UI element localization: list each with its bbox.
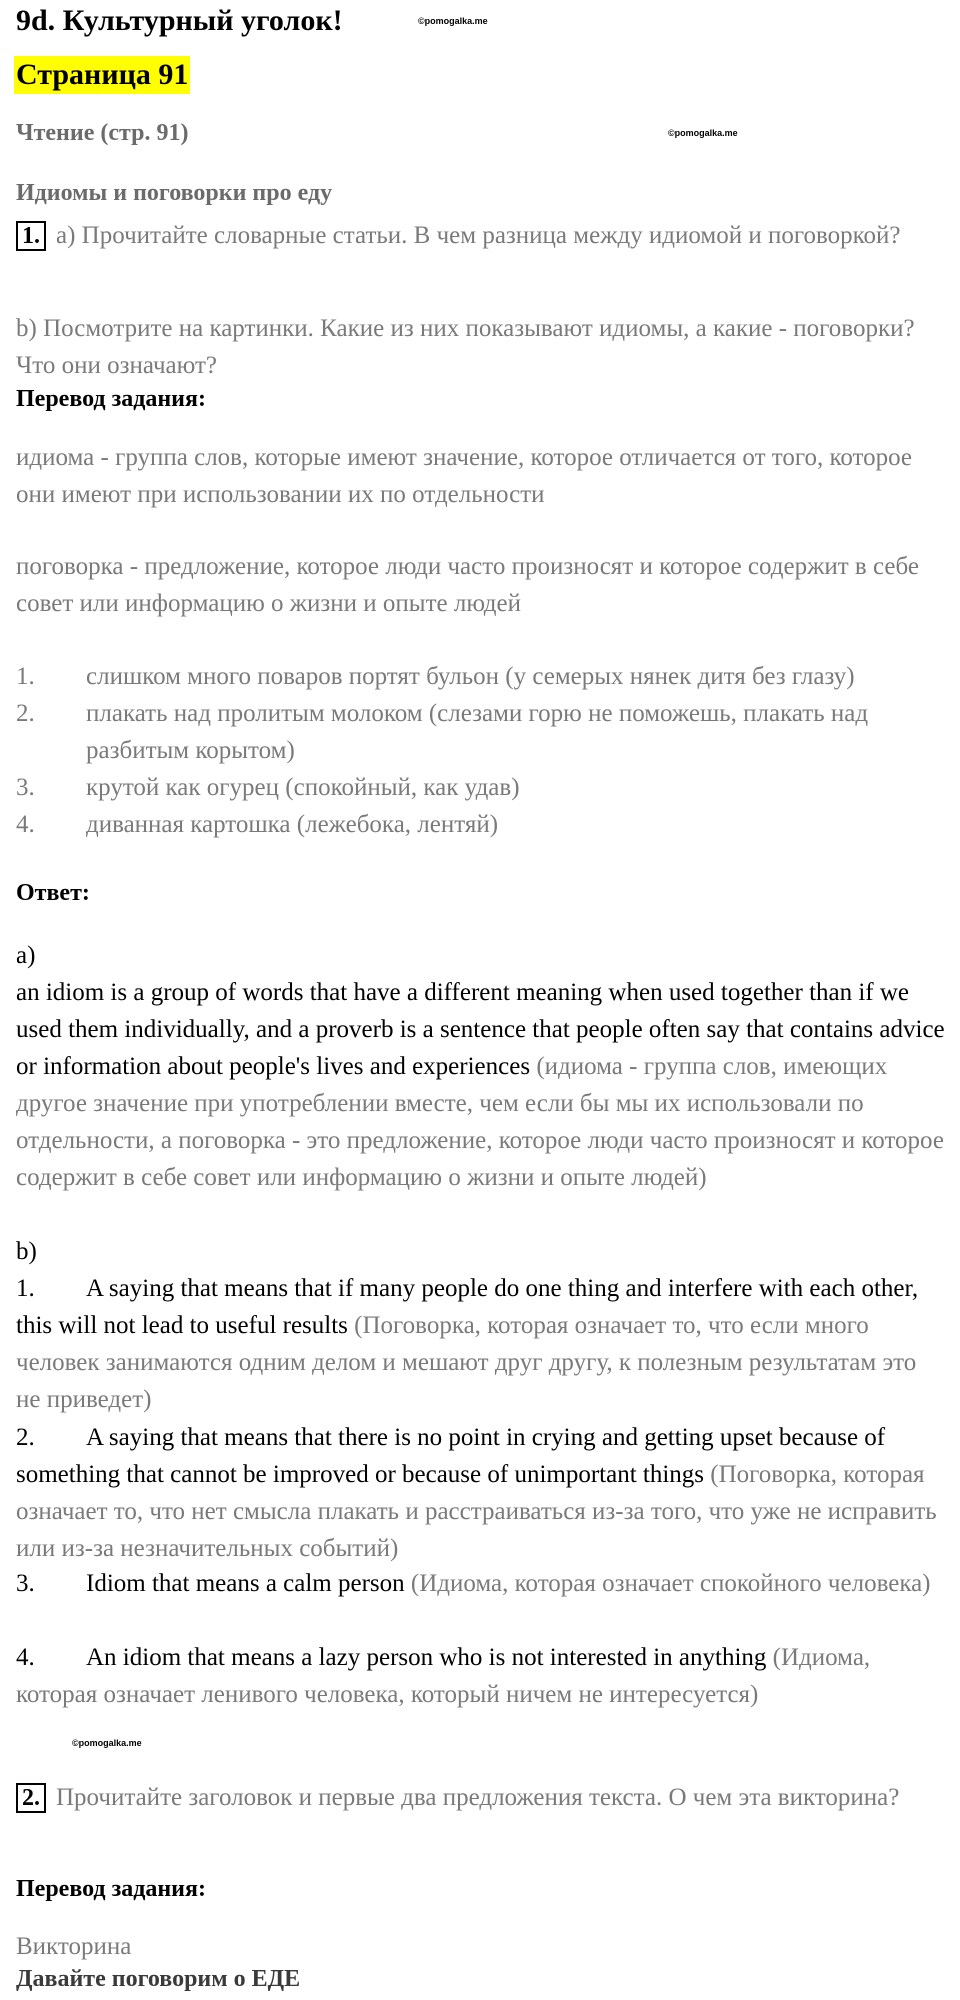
task2-text: Прочитайте заголовок и первые два предложения текста. О чем эта викторина? xyxy=(56,1784,900,1811)
task1-a-text: a) Прочитайте словарные статьи. В чем разница между идиомой и поговоркой? xyxy=(56,222,901,249)
watermark: ©pomogalka.me xyxy=(418,16,488,26)
answer-b-item-3: 3. Idiom that means a calm person (Идиома, которая означает спокойного человека) xyxy=(16,1570,931,1597)
watermark: ©pomogalka.me xyxy=(668,128,738,138)
task2 xyxy=(16,1779,946,1816)
idiom-definition: идиома - группа слов, которые имеют значение, которое отличается от того, которое они имеют при использовании их по отдельности xyxy=(16,444,913,508)
translation-heading: Перевод задания: xyxy=(16,386,206,412)
list-item: 4. диванная картошка (лежебока, лентяй) xyxy=(16,811,499,838)
answer-a-russian: (идиома - группа слов, имеющих другое значение при употреблении вместе, чем если бы мы их использовали по отдельности, а поговорка - это предложение, которое люди часто произносят и которое содержит в себе совет или информацию о жизни и опыте людей) xyxy=(16,1053,944,1191)
page-title: 9d. Культурный уголок! xyxy=(16,4,343,37)
quiz-title: Давайте поговорим о ЕДЕ xyxy=(16,1966,301,1992)
translation-heading-2: Перевод задания: xyxy=(16,1876,206,1902)
page-number-label: Страница 91 xyxy=(14,56,190,94)
reading-heading: Чтение (стр. 91) xyxy=(16,120,189,146)
list-item: 1. слишком много поваров портят бульон (у семерых нянек дитя без глазу) xyxy=(16,663,855,690)
answer-b-item-1: 1. A saying that means that if many people do one thing and interfere with each other, this will not lead to useful results (Поговорка, которая означает то, что если много человек занимаются одним делом и мешают друг другу, к полезным результатам это не приведет) xyxy=(16,1275,919,1413)
answer-a-english: an idiom is a group of words that have a different meaning when used together than if we used them individually, and a proverb is a sentence that people often say that contains advice or information about people's lives and experiences xyxy=(16,979,945,1080)
answer-a xyxy=(16,974,946,1196)
answer-b-label: b) xyxy=(16,1238,37,1265)
answer-a-label: a) xyxy=(16,942,36,969)
task1-part-a xyxy=(16,217,946,254)
watermark: ©pomogalka.me xyxy=(72,1738,142,1748)
task-number-badge: 1. xyxy=(16,221,46,251)
task-number-badge: 2. xyxy=(16,1783,46,1813)
list-item: 3. крутой как огурец (спокойный, как удав) xyxy=(16,774,520,801)
answer-heading: Ответ: xyxy=(16,880,90,906)
translation-list xyxy=(16,658,946,843)
answer-b-item-2: 2. A saying that means that there is no point in crying and getting upset because of something that cannot be improved or because of unimportant things (Поговорка, которая означает то, что нет смысла плакать и расстраиваться из-за того, что уже не исправить или из-за незначительных событий) xyxy=(16,1424,937,1562)
task1-part-b: b) Посмотрите на картинки. Какие из них показывают идиомы, а какие - поговорки? Что они означают? xyxy=(16,315,915,379)
section-heading: Идиомы и поговорки про еду xyxy=(16,180,333,206)
list-item: 2. плакать над пролитым молоком (слезами горю не поможешь, плакать над разбитым корытом) xyxy=(16,700,869,764)
proverb-definition: поговорка - предложение, которое люди часто произносят и которое содержит в себе совет или информацию о жизни и опыте людей xyxy=(16,553,919,617)
answer-b-item-4: 4. An idiom that means a lazy person who is not interested in anything (Идиома, которая означает ленивого человека, который ничем не интересуется) xyxy=(16,1644,871,1708)
quiz-label: Викторина xyxy=(16,1933,132,1960)
